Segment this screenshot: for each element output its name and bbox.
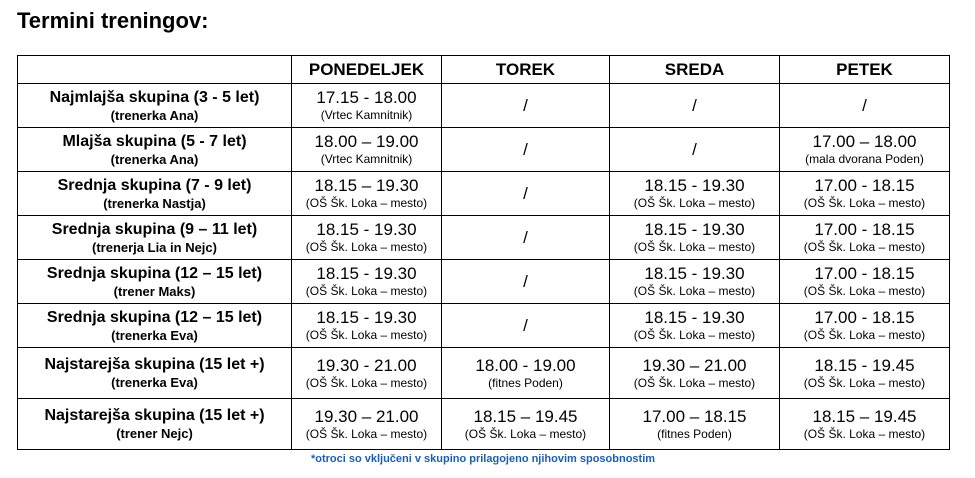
slot-location: (OŠ Šk. Loka – mesto) [803,426,926,441]
slot-cell-wednesday [610,128,780,172]
group-trainer: (trenerja Lia in Nejc) [92,239,217,255]
slot-cell-wednesday [610,84,780,128]
slot-cell-wednesday [610,399,780,450]
group-cell [18,128,292,172]
table-row [18,348,950,399]
slot-location: (OŠ Šk. Loka – mesto) [305,284,428,298]
slot-time: 17.00 - 18.15 [814,176,915,195]
slot-cell-tuesday [442,348,610,399]
group-cell [18,260,292,304]
table-row [18,172,950,216]
slot-location: (mala dvorana Poden) [805,152,924,166]
slot-time: 18.15 – 19.30 [314,176,419,195]
slot-location: (OŠ Šk. Loka – mesto) [803,196,926,210]
group-cell [18,84,292,128]
slot-empty: / [862,96,867,115]
group-cell [18,348,292,399]
slot-empty: / [523,96,528,115]
slot-time: 17.00 - 18.15 [814,264,915,283]
group-trainer: (trenerka Eva) [111,375,198,390]
group-trainer: (trenerka Nastja) [103,195,206,211]
group-trainer: (trener Nejc) [116,426,193,441]
group-trainer: (trener Maks) [113,283,196,299]
slot-time: 17.15 - 18.00 [316,88,417,107]
slot-empty: / [692,96,697,115]
slot-cell-wednesday [610,172,780,216]
table-row [18,399,950,450]
slot-cell-friday [780,84,950,128]
slot-time: 19.30 – 21.00 [314,406,419,426]
slot-cell-tuesday [442,216,610,260]
slot-cell-tuesday [442,399,610,450]
schedule-table [17,55,950,450]
slot-empty: / [523,316,528,335]
slot-location: (OŠ Šk. Loka – mesto) [633,328,756,342]
slot-location: (OŠ Šk. Loka – mesto) [464,426,587,441]
slot-cell-friday [780,348,950,399]
slot-time: 17.00 - 18.15 [814,220,915,239]
table-row [18,304,950,348]
slot-location: (fitnes Poden) [657,426,732,441]
slot-empty: / [523,272,528,291]
slot-time: 18.00 - 19.00 [475,355,576,375]
slot-time: 18.15 – 19.45 [812,406,917,426]
slot-cell-monday [292,399,442,450]
slot-location: (OŠ Šk. Loka – mesto) [305,196,428,210]
group-trainer: (trenerka Ana) [110,151,199,167]
slot-location: (Vrtec Kamnitnik) [320,108,413,122]
slot-location: (OŠ Šk. Loka – mesto) [305,328,428,342]
group-cell [18,399,292,450]
group-trainer: (trenerka Eva) [111,327,198,343]
slot-location: (OŠ Šk. Loka – mesto) [803,375,926,390]
slot-cell-tuesday [442,260,610,304]
slot-cell-monday [292,172,442,216]
slot-location: (OŠ Šk. Loka – mesto) [633,284,756,298]
slot-location: (OŠ Šk. Loka – mesto) [803,284,926,298]
slot-time: 19.30 – 21.00 [642,355,747,375]
slot-cell-friday [780,216,950,260]
group-name: Najstarejša skupina (15 let +) [44,407,265,424]
header-row [18,56,950,84]
slot-time: 18.15 – 19.45 [473,406,578,426]
slot-cell-monday [292,348,442,399]
slot-cell-tuesday [442,84,610,128]
slot-location: (fitnes Poden) [488,375,563,390]
slot-cell-friday [780,399,950,450]
slot-cell-friday [780,260,950,304]
slot-cell-monday [292,304,442,348]
slot-location: (OŠ Šk. Loka – mesto) [803,328,926,342]
footnote: *otroci so vključeni v skupino prilagojeno njihovim sposobnostim [310,453,656,465]
slot-time: 18.15 - 19.30 [644,308,745,327]
table-row [18,260,950,304]
group-trainer: (trenerka Ana) [110,107,199,123]
slot-time: 18.15 - 19.45 [814,355,915,375]
slot-location: (OŠ Šk. Loka – mesto) [633,375,756,390]
header-cell-monday: PONEDELJEK [292,56,442,84]
group-name: Srednja skupina (12 – 15 let) [46,308,263,326]
slot-empty: / [523,228,528,247]
group-name: Najstarejša skupina (15 let +) [44,356,265,373]
slot-cell-tuesday [442,128,610,172]
slot-cell-monday [292,84,442,128]
group-name: Najmlajša skupina (3 - 5 let) [49,88,260,106]
slot-time: 18.15 - 19.30 [316,308,417,327]
slot-time: 17.00 - 18.15 [814,308,915,327]
slot-location: (OŠ Šk. Loka – mesto) [803,240,926,254]
slot-cell-monday [292,260,442,304]
slot-cell-wednesday [610,304,780,348]
schedule-body [18,84,950,450]
slot-location: (OŠ Šk. Loka – mesto) [633,240,756,254]
slot-empty: / [692,140,697,159]
slot-time: 18.15 - 19.30 [644,264,745,283]
slot-cell-monday [292,216,442,260]
header-cell-group [18,56,292,84]
slot-cell-monday [292,128,442,172]
slot-cell-wednesday [610,348,780,399]
slot-location: (OŠ Šk. Loka – mesto) [305,375,428,390]
slot-time: 18.15 - 19.30 [644,176,745,195]
slot-cell-friday [780,128,950,172]
slot-cell-wednesday [610,260,780,304]
page-title: Termini treningov: [17,8,209,33]
table-row [18,84,950,128]
slot-location: (OŠ Šk. Loka – mesto) [305,426,428,441]
slot-location: (OŠ Šk. Loka – mesto) [633,196,756,210]
group-name: Mlajša skupina (5 - 7 let) [62,132,247,150]
header-cell-wednesday: SREDA [610,56,780,84]
table-row [18,216,950,260]
group-cell [18,216,292,260]
slot-time: 18.15 - 19.30 [316,220,417,239]
slot-cell-tuesday [442,304,610,348]
slot-cell-friday [780,304,950,348]
slot-time: 17.00 – 18.00 [812,132,917,151]
slot-location: (Vrtec Kamnitnik) [320,152,413,166]
slot-time: 17.00 – 18.15 [642,406,747,426]
slot-cell-tuesday [442,172,610,216]
group-name: Srednja skupina (7 - 9 let) [57,176,252,194]
group-cell [18,172,292,216]
group-name: Srednja skupina (12 – 15 let) [46,264,263,282]
slot-time: 19.30 - 21.00 [316,355,417,375]
slot-empty: / [523,140,528,159]
table-row [18,128,950,172]
header-cell-tuesday: TOREK [442,56,610,84]
slot-time: 18.15 - 19.30 [644,220,745,239]
slot-cell-wednesday [610,216,780,260]
slot-empty: / [523,184,528,203]
header-cell-friday: PETEK [780,56,950,84]
slot-cell-friday [780,172,950,216]
group-cell [18,304,292,348]
slot-time: 18.15 - 19.30 [316,264,417,283]
slot-time: 18.00 – 19.00 [314,132,419,151]
slot-location: (OŠ Šk. Loka – mesto) [305,240,428,254]
group-name: Srednja skupina (9 – 11 let) [51,220,258,238]
